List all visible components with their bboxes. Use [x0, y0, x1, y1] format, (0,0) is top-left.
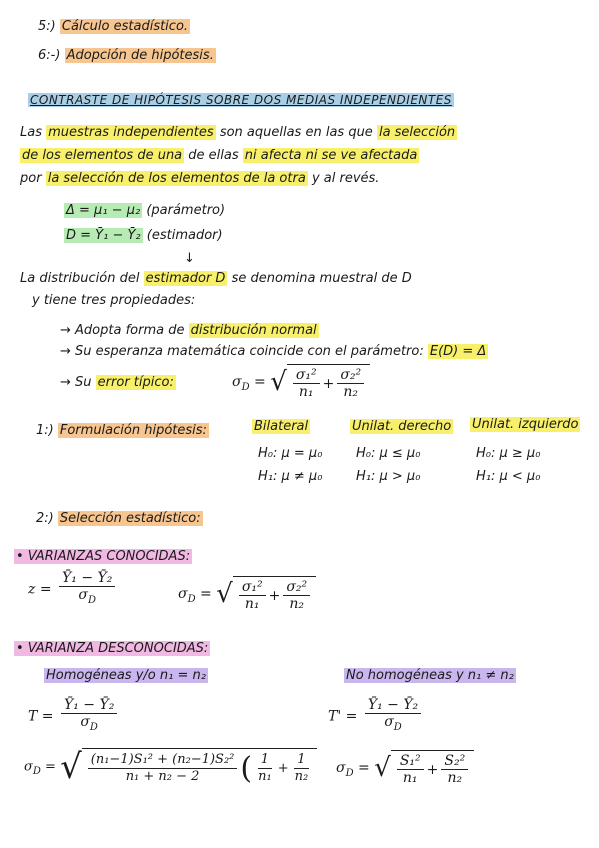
- error-tipico-formula: $\sigma_D$ = √ $\frac{\text{σ₁²}}{\text{n₁}}$ + $\frac{\text{σ₂²}}{\text{n₂}}$: [232, 364, 370, 400]
- n1: n₁: [402, 770, 418, 786]
- intro-text: de ellas: [188, 148, 239, 163]
- down-arrow-icon: ↓: [184, 251, 195, 266]
- property-3: [60, 374, 176, 392]
- dist-text: La distribución del: [20, 271, 140, 286]
- delta-definition: [64, 202, 225, 220]
- n2: n₂: [343, 384, 359, 400]
- property-2: [60, 343, 488, 361]
- sigma-symbol: σ: [232, 374, 242, 390]
- distribution-line-1: [20, 270, 412, 288]
- sigma-d-separate-formula: $\sigma_D$ = √ $\frac{\text{S₁²}}{\text{n₁}}$ + $\frac{\text{S₂²}}{\text{n₂}}$: [336, 750, 474, 786]
- one: 1: [294, 752, 308, 769]
- step-2-label: Selección estadístico:: [59, 511, 201, 526]
- intro-text: son aquellas en las que: [219, 125, 373, 140]
- s2-sq: S₂²: [441, 753, 468, 770]
- step-5-text: Cálculo estadístico.: [61, 19, 189, 34]
- n1: n₁: [244, 596, 260, 612]
- prop-text: → Adopta forma de: [60, 323, 185, 338]
- step-1: [36, 422, 209, 440]
- dist-highlight: estimador D: [145, 271, 226, 286]
- intro-highlight: ni afecta ni se ve afectada: [244, 148, 418, 163]
- prop-highlight: E(D) = Δ: [429, 344, 487, 359]
- sigma-d-pooled-formula: $\sigma_D$ = √ $\frac{\text{(n₁−1)S₁² + (n₂−1)S₂²}}{\text{n₁ + n₂ − 2}}$ ( $\frac{1}{\text{n₁}}$ + $\frac{1}{\text{n₂}}$: [24, 748, 317, 786]
- unknown-variances-title: [14, 640, 210, 658]
- sigma2-sq: σ₂²: [283, 579, 310, 596]
- h0-unilat-izq: H₀: μ ≥ μ₀: [476, 446, 541, 461]
- prop-highlight: distribución normal: [190, 323, 317, 338]
- equals-sign: =: [200, 586, 212, 602]
- intro-line-2: [20, 147, 419, 165]
- t-formula: T = $\frac{\text{Ȳ₁ − Ȳ₂}}{\sigma_D}$: [28, 697, 120, 736]
- unilat-izq-text: Unilat. izquierdo: [472, 417, 579, 432]
- d-formula: D = Ȳ₁ − Ȳ₂: [66, 228, 141, 243]
- n1: n₁: [258, 769, 272, 784]
- t-prime-formula: T' = $\frac{\text{Ȳ₁ − Ȳ₂}}{\sigma_D}$: [328, 697, 424, 736]
- sigma1-sq: σ₁²: [293, 367, 320, 384]
- distribution-line-2: y tiene tres propiedades:: [32, 293, 196, 308]
- sigma-d-known-formula: $\sigma_D$ = √ $\frac{\text{σ₁²}}{\text{n₁}}$ + $\frac{\text{σ₂²}}{\text{n₂}}$: [178, 576, 316, 612]
- d-definition: [64, 227, 223, 245]
- intro-highlight: muestras independientes: [48, 125, 214, 140]
- step-6-text: Adopción de hipótesis.: [66, 48, 214, 63]
- sigma-hat-symbol: σ: [384, 714, 394, 730]
- nohomog-text: No homogéneas y n₁ ≠ n₂: [346, 668, 514, 683]
- known-title-text: • VARIANZAS CONOCIDAS:: [16, 549, 191, 564]
- sigma-symbol: σ: [178, 586, 188, 602]
- step-6: [38, 47, 216, 65]
- delta-note: (parámetro): [146, 203, 226, 218]
- unknown-title-text: • VARIANZA DESCONOCIDAS:: [16, 641, 209, 656]
- intro-text: Las: [20, 125, 42, 140]
- intro-highlight: de los elementos de una: [22, 148, 183, 163]
- no-homogeneas-label: [344, 667, 516, 685]
- delta-formula: Δ = μ₁ − μ₂: [66, 203, 141, 218]
- one: 1: [258, 752, 272, 769]
- s1-sq: S₁²: [397, 753, 424, 770]
- step-2: [36, 510, 203, 528]
- bilateral-text: Bilateral: [254, 419, 309, 434]
- sigma-hat-symbol: σ: [336, 760, 346, 776]
- z-formula: z = $\frac{\text{Ȳ₁ − Ȳ₂}}{\sigma_D}$: [28, 570, 118, 609]
- prop-text: → Su: [60, 375, 92, 390]
- t-symbol: T =: [28, 708, 54, 725]
- step-5: [38, 18, 190, 36]
- intro-highlight: la selección: [378, 125, 456, 140]
- sigma-symbol: σ: [78, 587, 88, 603]
- n2: n₂: [447, 770, 463, 786]
- plus-sign: +: [268, 587, 281, 604]
- section-title: [28, 91, 454, 109]
- sigma2-sq: σ₂²: [337, 367, 364, 384]
- y1-minus-y2: Ȳ₁ − Ȳ₂: [365, 697, 421, 714]
- prop-highlight: error típico:: [97, 375, 174, 390]
- property-1: [60, 322, 319, 340]
- step-6-prefix: 6:-): [38, 48, 61, 63]
- equals-sign: =: [358, 760, 370, 776]
- plus-sign: +: [426, 761, 439, 778]
- sigma-hat-symbol: σ: [80, 714, 90, 730]
- section-title-text: CONTRASTE DE HIPÓTESIS SOBRE DOS MEDIAS INDEPENDIENTES: [30, 93, 452, 107]
- h1-unilat-izq: H₁: μ < μ₀: [476, 469, 541, 484]
- sigma-hat-symbol: σ: [24, 759, 33, 775]
- unilat-izq-label: [470, 416, 580, 434]
- known-variances-title: [14, 548, 192, 566]
- dist-text: se denomina muestral de D: [231, 271, 412, 286]
- n1: n₁: [298, 384, 314, 400]
- pooled-denominator: n₁ + n₂ − 2: [125, 769, 200, 784]
- equals-sign: =: [254, 374, 266, 390]
- pooled-numerator: (n₁−1)S₁² + (n₂−1)S₂²: [88, 752, 238, 769]
- step-2-prefix: 2:): [36, 511, 54, 526]
- h1-unilat-der: H₁: μ > μ₀: [356, 469, 421, 484]
- d-note: (estimador): [146, 228, 223, 243]
- prop-text: → Su esperanza matemática coincide con el parámetro:: [60, 344, 424, 359]
- n2: n₂: [289, 596, 305, 612]
- y1-minus-y2: Ȳ₁ − Ȳ₂: [59, 570, 115, 587]
- step-5-prefix: 5:): [38, 19, 56, 34]
- plus-sign: +: [322, 375, 335, 392]
- sigma1-sq: σ₁²: [239, 579, 266, 596]
- t-prime-symbol: T' =: [328, 708, 358, 725]
- plus-sign: +: [277, 761, 289, 776]
- h0-bilateral: H₀: μ = μ₀: [258, 446, 323, 461]
- homogeneas-label: [44, 667, 208, 685]
- intro-line-3: [20, 170, 379, 188]
- bilateral-label: [252, 418, 310, 436]
- y1-minus-y2: Ȳ₁ − Ȳ₂: [61, 697, 117, 714]
- unilat-der-text: Unilat. derecho: [352, 419, 452, 434]
- intro-text: y al revés.: [311, 171, 380, 186]
- z-symbol: z =: [28, 581, 52, 598]
- unilat-der-label: [350, 418, 453, 436]
- intro-highlight: la selección de los elementos de la otra: [47, 171, 306, 186]
- step-1-label: Formulación hipótesis:: [59, 423, 207, 438]
- h1-bilateral: H₁: μ ≠ μ₀: [258, 469, 323, 484]
- step-1-prefix: 1:): [36, 423, 54, 438]
- homog-text: Homogéneas y/o n₁ = n₂: [46, 668, 206, 683]
- equals-sign: =: [45, 759, 56, 775]
- h0-unilat-der: H₀: μ ≤ μ₀: [356, 446, 421, 461]
- n2: n₂: [294, 769, 309, 784]
- intro-line-1: [20, 124, 590, 142]
- intro-text: por: [20, 171, 42, 186]
